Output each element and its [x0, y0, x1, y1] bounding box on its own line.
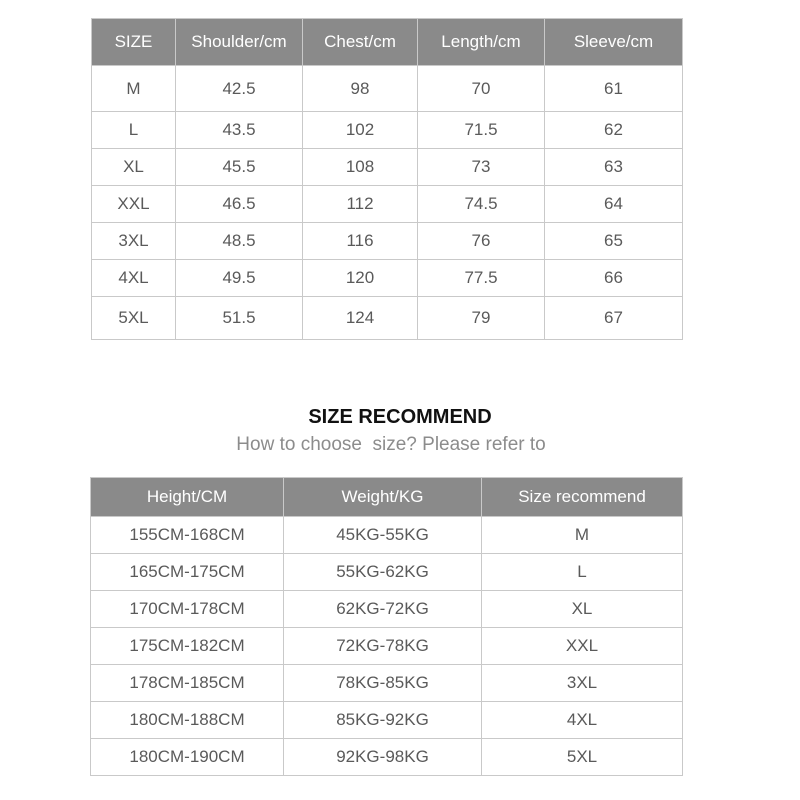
recommended-size-cell: M: [482, 517, 683, 554]
chest-cell: 120: [303, 260, 418, 297]
sleeve-cell: 63: [545, 149, 683, 186]
height-cell: 165CM-175CM: [91, 554, 284, 591]
shoulder-cell: 43.5: [176, 112, 303, 149]
recommended-size-cell: L: [482, 554, 683, 591]
table-row: [91, 517, 683, 554]
size-cell: M: [92, 66, 176, 112]
size-cell: 4XL: [92, 260, 176, 297]
size-chart-header-cell: Shoulder/cm: [176, 19, 303, 66]
size-cell: 5XL: [92, 297, 176, 340]
sleeve-cell: 62: [545, 112, 683, 149]
chest-cell: 108: [303, 149, 418, 186]
recommended-size-cell: 4XL: [482, 702, 683, 739]
shoulder-cell: 42.5: [176, 66, 303, 112]
sleeve-cell: 64: [545, 186, 683, 223]
length-cell: 77.5: [418, 260, 545, 297]
table-row: [91, 591, 683, 628]
size-chart-header-row: [92, 19, 683, 66]
size-cell: 3XL: [92, 223, 176, 260]
sleeve-cell: 61: [545, 66, 683, 112]
size-cell: XL: [92, 149, 176, 186]
length-cell: 79: [418, 297, 545, 340]
shoulder-cell: 48.5: [176, 223, 303, 260]
table-row: [91, 628, 683, 665]
chest-cell: 112: [303, 186, 418, 223]
shoulder-cell: 51.5: [176, 297, 303, 340]
chest-cell: 98: [303, 66, 418, 112]
recommended-size-cell: 3XL: [482, 665, 683, 702]
sleeve-cell: 66: [545, 260, 683, 297]
weight-cell: 92KG-98KG: [284, 739, 482, 776]
size-recommend-header-cell: Height/CM: [91, 478, 284, 517]
size-chart-table: [91, 18, 683, 340]
length-cell: 73: [418, 149, 545, 186]
recommended-size-cell: XL: [482, 591, 683, 628]
size-chart-header-cell: Chest/cm: [303, 19, 418, 66]
size-chart-header-cell: Sleeve/cm: [545, 19, 683, 66]
height-cell: 180CM-190CM: [91, 739, 284, 776]
size-recommend-title: SIZE RECOMMEND: [308, 406, 492, 428]
height-cell: 155CM-168CM: [91, 517, 284, 554]
size-cell: L: [92, 112, 176, 149]
chest-cell: 102: [303, 112, 418, 149]
weight-cell: 62KG-72KG: [284, 591, 482, 628]
weight-cell: 78KG-85KG: [284, 665, 482, 702]
size-recommend-header-row: [91, 478, 683, 517]
size-recommend-subtitle: How to choose size? Please refer to: [236, 434, 546, 455]
sleeve-cell: 67: [545, 297, 683, 340]
table-row: [92, 297, 683, 340]
chest-cell: 116: [303, 223, 418, 260]
recommended-size-cell: XXL: [482, 628, 683, 665]
chest-cell: 124: [303, 297, 418, 340]
weight-cell: 72KG-78KG: [284, 628, 482, 665]
weight-cell: 55KG-62KG: [284, 554, 482, 591]
height-cell: 170CM-178CM: [91, 591, 284, 628]
weight-cell: 45KG-55KG: [284, 517, 482, 554]
table-row: [91, 665, 683, 702]
shoulder-cell: 46.5: [176, 186, 303, 223]
table-row: [92, 112, 683, 149]
size-chart-header-cell: Length/cm: [418, 19, 545, 66]
length-cell: 74.5: [418, 186, 545, 223]
length-cell: 70: [418, 66, 545, 112]
weight-cell: 85KG-92KG: [284, 702, 482, 739]
table-row: [92, 223, 683, 260]
size-chart-header-cell: SIZE: [92, 19, 176, 66]
table-row: [91, 554, 683, 591]
sleeve-cell: 65: [545, 223, 683, 260]
table-row: [92, 66, 683, 112]
length-cell: 76: [418, 223, 545, 260]
table-row: [92, 186, 683, 223]
table-row: [92, 149, 683, 186]
shoulder-cell: 49.5: [176, 260, 303, 297]
height-cell: 178CM-185CM: [91, 665, 284, 702]
size-recommend-table: [90, 477, 683, 776]
table-row: [92, 260, 683, 297]
height-cell: 175CM-182CM: [91, 628, 284, 665]
height-cell: 180CM-188CM: [91, 702, 284, 739]
recommended-size-cell: 5XL: [482, 739, 683, 776]
size-cell: XXL: [92, 186, 176, 223]
table-row: [91, 702, 683, 739]
shoulder-cell: 45.5: [176, 149, 303, 186]
table-row: [91, 739, 683, 776]
size-recommend-header-cell: Weight/KG: [284, 478, 482, 517]
size-recommend-header-cell: Size recommend: [482, 478, 683, 517]
length-cell: 71.5: [418, 112, 545, 149]
